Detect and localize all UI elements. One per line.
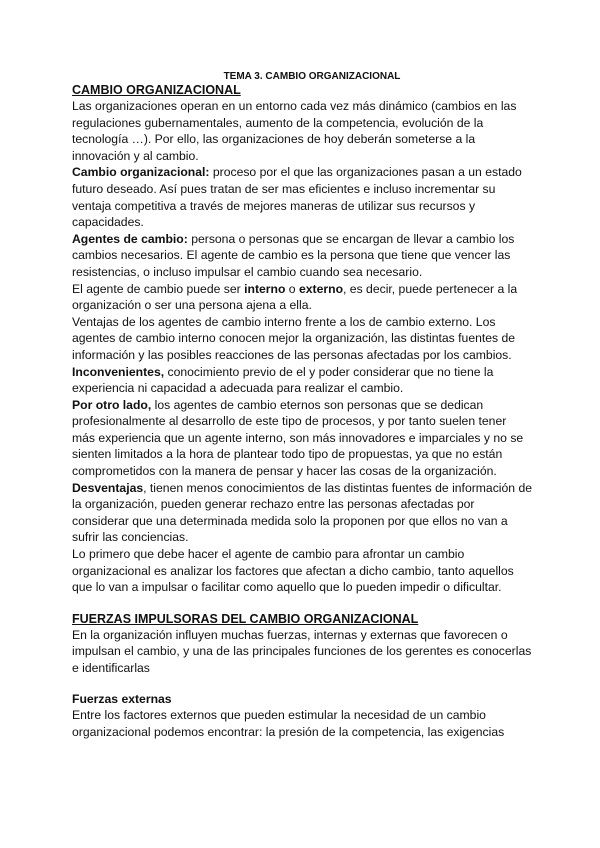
document-title: TEMA 3. CAMBIO ORGANIZACIONAL: [223, 71, 401, 82]
paragraph-fuerzas: En la organización influyen muchas fuerzas, internas y externas que favorecen o impulsan el cambio, y una de las principales funciones de los gerentes es conocerlas e identificarlas: [72, 627, 532, 675]
term-agentes-de-cambio: Agentes de cambio:: [72, 231, 188, 246]
paragraph-agentes: Agentes de cambio: persona o personas que se encargan de llevar a cambio los cambios necesarios. El agente de cambio es la persona que tiene que vencer las resistencias, o incluso impulsar el cambio cuando sea necesario.: [72, 231, 515, 279]
term-interno: interno: [244, 281, 286, 296]
term-externo: externo: [298, 281, 344, 296]
paragraph-inconvenientes: Inconvenientes, conocimiento previo de el y poder considerar que no tiene la experiencia ni capacidad a adecuada para realizar el cambio.: [72, 364, 494, 396]
term-desventajas: Desventajas: [72, 480, 144, 495]
paragraph-ventajas: Ventajas de los agentes de cambio interno frente a los de cambio externo. Los agentes de cambio interno conocen mejor la organización, las distintas fuentes de información y las posibles reacciones de las personas afectadas por los cambios.: [72, 314, 516, 362]
paragraph-desventajas: Desventajas, tienen menos conocimientos de las distintas fuentes de información de la organización, pueden generar rechazo entre las personas afectadas por considerar que una determinada medida solo la proponen por que ellos no van a sufrir las conciencias.: [72, 480, 533, 545]
section-heading-fuerzas-impulsoras: FUERZAS IMPULSORAS DEL CAMBIO ORGANIZACIONAL: [72, 611, 419, 626]
term-cambio-organizacional: Cambio organizacional:: [72, 165, 210, 180]
term-inconvenientes: Inconvenientes,: [72, 364, 165, 379]
subheading-fuerzas-externas: Fuerzas externas: [72, 691, 172, 706]
paragraph-intro: Las organizaciones operan en un entorno cada vez más dinámico (cambios en las regulaciones gubernamentales, aumento de la competencia, evolución de la tecnología …). Por ello, las organizaciones de hoy deberán someterse a la innovación y al cambio.: [72, 99, 517, 163]
term-por-otro-lado: Por otro lado,: [72, 397, 152, 412]
paragraph-por-otro-lado: Por otro lado, los agentes de cambio eternos son personas que se dedican profesionalmente al desarrollo de este tipo de procesos, y por tanto suelen tener más experiencia que un agente interno, son más innovadores e imparciales y no se sienten limitados a la hora de plantear todo tipo de propuestas, ya que no están comprometidos con la manera de pensar y hacer las cosas de la organización.: [72, 397, 524, 479]
paragraph-factores-externos: Entre los factores externos que pueden estimular la necesidad de un cambio organizacional podemos encontrar: la presión de la competencia, las exigencias: [72, 708, 505, 739]
spacer: [72, 596, 532, 612]
paragraph-definition: Cambio organizacional: proceso por el que las organizaciones pasan a un estado futuro deseado. Así pues tratan de ser mas eficientes e incluso incrementar su ventaja competitiva a través de mejores maneras de utilizar sus recursos y capacidades.: [72, 165, 522, 230]
paragraph-lo-primero: Lo primero que debe hacer el agente de cambio para afrontar un cambio organizacional es analizar los factores que afectan a dicho cambio, tanto aquellos que lo van a impulsar o facilitar como aquello que lo pueden impedir o dificultar.: [72, 547, 514, 595]
document-page: [72, 71, 532, 740]
paragraph-interno-externo: El agente de cambio puede ser interno o externo, es decir, puede pertenecer a la organización o ser una persona ajena a ella.: [72, 281, 518, 313]
spacer: [72, 677, 532, 691]
section-heading-cambio-organizacional: CAMBIO ORGANIZACIONAL: [72, 83, 241, 97]
